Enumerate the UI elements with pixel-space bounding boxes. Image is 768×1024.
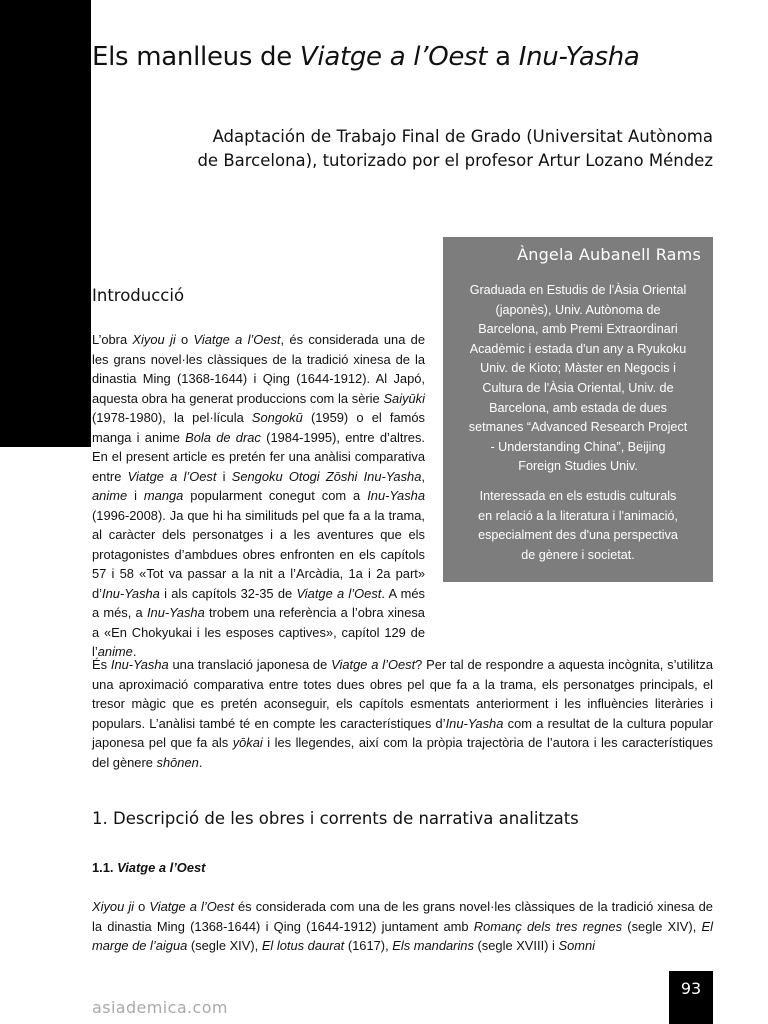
page-number-box (669, 971, 713, 1024)
article-title (92, 42, 732, 72)
title-text: a (487, 42, 519, 72)
author-bio (455, 281, 701, 477)
paragraph-research-question: És Inu-Yasha una translació japonesa de Viatge a l’Oest? Per tal de respondre a aquesta incògnita, s’utilitza una aproximació comparativa entre totes dues obres pel que fa a la trama, els personatges principals, el tresor màgic que es pretén aconseguir, els capítols esmentats anteriorment i les influències literàries i populars. L’anàlisi també té en compte les característiques d’Inu-Yasha com a resultat de la cultura popular japonesa pel que fa als yōkai i les llegendes, així com la pròpia trajectòria de l’autora i les característiques del gènere shōnen. (92, 657, 714, 770)
author-info-box (443, 237, 713, 582)
author-bio-line: especialment des d'una perspectiva (478, 528, 678, 543)
author-bio-line: Univ. de Kioto; Màster en Negocis i (480, 361, 676, 376)
subsection-heading-1-1: 1.1. Viatge a l’Oest (92, 860, 206, 875)
author-bio-line: Barcelona, amb Premi Extraordinari (478, 322, 678, 337)
section-heading-1: 1. Descripció de les obres i corrents de narrativa analitzats (92, 809, 579, 828)
title-text-italic: Inu-Yasha (518, 42, 640, 72)
article-subtitle (150, 125, 713, 173)
author-bio-line: Graduada en Estudis de l'Àsia Oriental (469, 283, 687, 297)
footer-website: asiademica.com (92, 998, 228, 1017)
author-bio-line: - Understanding China”, Beijing (490, 439, 666, 454)
author-bio-line: Acadèmic i estada d'un any a Ryukoku (469, 341, 687, 356)
author-interests (455, 487, 701, 565)
paragraph-viatge-description: Xiyou ji o Viatge a l’Oest és considerada com una de les grans novel·les clàssiques de la tradició xinesa de la dinastia Ming (1368-1644) i Qing (1644-1912) juntament amb Romanç dels tres regnes (segle XIV), El marge de l’aigua (segle XIV), El lotus daurat (1617), Els mandarins (segle XVIII) i Somni (92, 899, 713, 953)
author-name: Àngela Aubanell Rams (517, 245, 701, 264)
author-bio-line: Foreign Studies Univ. (518, 459, 638, 474)
title-text: Els manlleus de (92, 42, 300, 72)
subtitle-line: de Barcelona), tutorizado por el profesor Artur Lozano Méndez (197, 151, 713, 170)
page-number: 93 (680, 979, 702, 998)
author-bio-line: (japonès), Univ. Autònoma de (495, 302, 661, 317)
title-text-italic: Viatge a l’Oest (299, 42, 488, 72)
author-bio-line: Interessada en els estudis culturals (479, 488, 677, 503)
section-heading-introduction: Introducció (92, 286, 185, 305)
subtitle-line: Adaptación de Trabajo Final de Grado (Universitat Autònoma (212, 127, 713, 146)
author-bio-line: Barcelona, amb estada de dues (489, 400, 667, 415)
decorative-black-bar (0, 0, 91, 447)
author-bio-line: en relació a la literatura i l'animació, (478, 508, 678, 523)
paragraph-intro: L’obra Xiyou ji o Viatge a l’Oest, és considerada una de les grans novel·les clàssiques de la tradició xinesa de la dinastia Ming (1368-1644) i Qing (1644-1912). Al Japó, aquesta obra ha generat produccions com la sèrie Saiyūki (1978-1980), la pel·lícula Songokū (1959) o el famós manga i anime Bola de drac (1984-1995), entre d’altres. En el present article es pretén fer una anàlisi comparativa entre Viatge a l’Oest i Sengoku Otogi Zōshi Inu-Yasha, anime i manga popularment conegut com a Inu-Yasha (1996-2008). Ja que hi ha similituds pel que fa a la trama, al caràcter dels personatges i a les aventures que els protagonistes d’ambdues obres enfronten en els capítols 57 i 58 «Tot va passar a la nit a l’Arcàdia, 1a i 2a part» d’Inu-Yasha i als capítols 32-35 de Viatge a l’Oest. A més a més, a Inu-Yasha trobem una referència a l’obra xinesa a «En Chokyukai i les esposes captives», capítol 129 de l’anime. (92, 332, 425, 659)
author-bio-line: Cultura de l'Àsia Oriental, Univ. de (482, 380, 674, 395)
author-bio-line: setmanes “Advanced Research Project (468, 420, 688, 435)
author-bio-line: de gènere i societat. (521, 547, 635, 562)
